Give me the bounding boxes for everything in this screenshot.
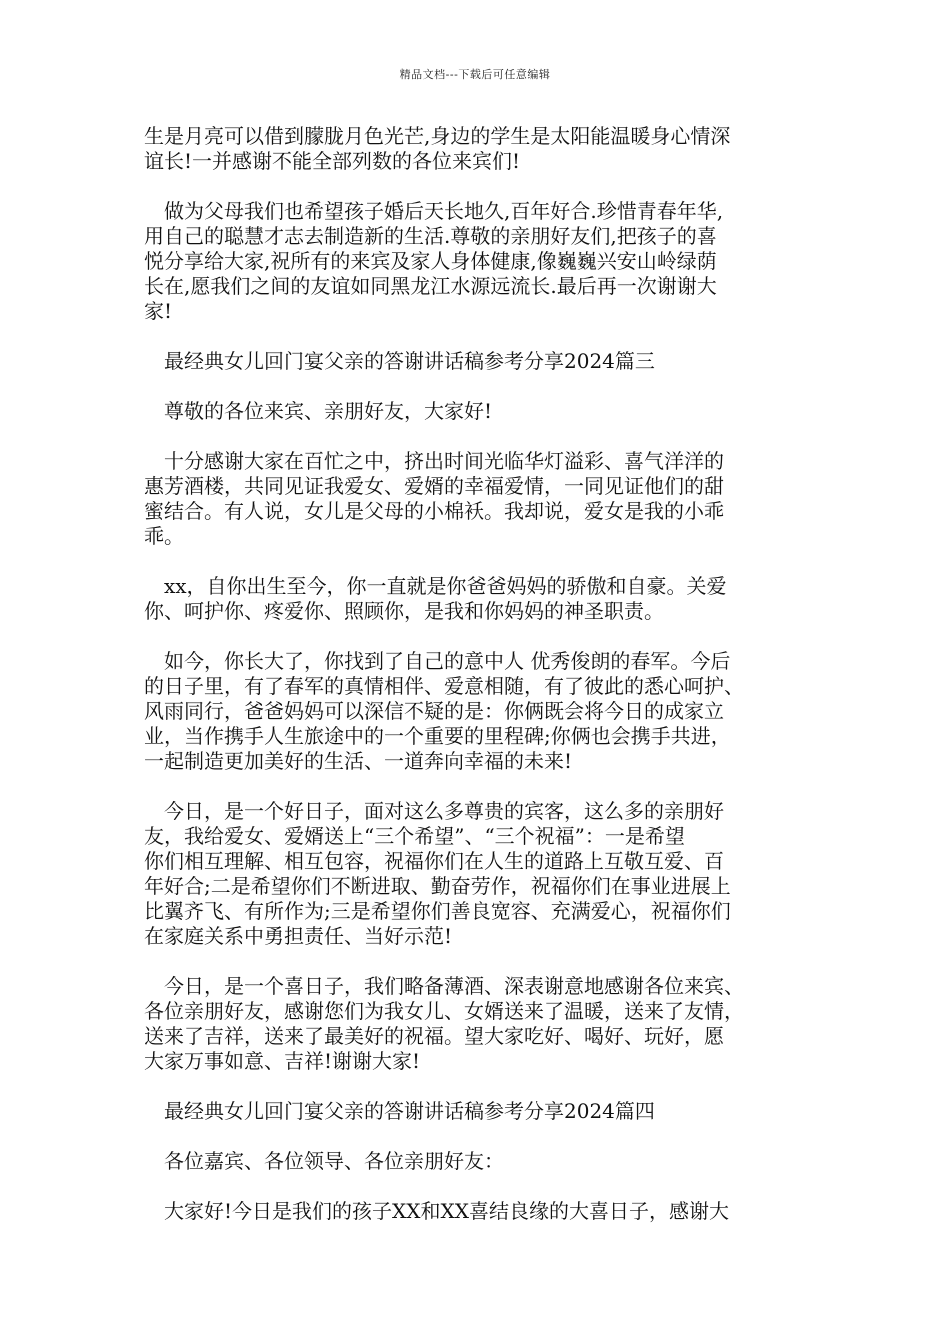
text-line: xx，自你出生至今，你一直就是你爸爸妈妈的骄傲和自豪。关爱 <box>144 574 727 598</box>
text-line: 风雨同行，爸爸妈妈可以深信不疑的是：你俩既会将今日的成家立 <box>144 699 724 723</box>
paragraph <box>144 124 808 174</box>
text-line: 谊长!一并感谢不能全部列数的各位来宾们! <box>144 149 521 173</box>
text-line: 年好合;二是希望你们不断进取、勤奋劳作，祝福你们在事业进展上 <box>144 874 731 898</box>
text-line: 十分感谢大家在百忙之中，挤出时间光临华灯溢彩、喜气洋洋的 <box>144 449 724 473</box>
text-line: 各位嘉宾、各位领导、各位亲朋好友： <box>144 1149 504 1173</box>
document-body <box>144 124 808 1249</box>
text-line: 一起制造更加美好的生活、一道奔向幸福的未来! <box>144 749 573 773</box>
paragraph <box>144 574 808 624</box>
text-line: 乖。 <box>144 524 184 548</box>
text-line: 你、呵护你、疼爱你、照顾你，是我和你妈妈的神圣职责。 <box>144 599 664 623</box>
text-line: 用自己的聪慧才志去制造新的生活.尊敬的亲朋好友们,把孩子的喜 <box>144 224 717 248</box>
text-line: 比翼齐飞、有所作为;三是希望你们善良宽容、充满爱心，祝福你们 <box>144 899 731 923</box>
text-line: 友，我给爱女、爱婿送上“三个希望”、“三个祝福”：一是希望 <box>144 824 685 848</box>
text-line: 的日子里，有了春军的真情相伴、爱意相随，有了彼此的悉心呵护、 <box>144 674 744 698</box>
text-line: 惠芳酒楼，共同见证我爱女、爱婿的幸福爱情，一同见证他们的甜 <box>144 474 724 498</box>
text-line: 各位亲朋好友，感谢您们为我女儿、女婿送来了温暖，送来了友情， <box>144 999 744 1023</box>
text-line: 生是月亮可以借到朦胧月色光芒,身边的学生是太阳能温暖身心情深 <box>144 124 731 148</box>
text-line: 在家庭关系中勇担责任、当好示范! <box>144 924 453 948</box>
paragraph <box>144 199 808 324</box>
paragraph <box>144 1199 808 1224</box>
text-line: 最经典女儿回门宴父亲的答谢讲话稿参考分享2024篇三 <box>144 349 655 373</box>
text-line: 大家万事如意、吉祥!谢谢大家! <box>144 1049 421 1073</box>
text-line: 尊敬的各位来宾、亲朋好友，大家好! <box>144 399 493 423</box>
text-line: 如今，你长大了，你找到了自己的意中人 优秀俊朗的春军。今后 <box>144 649 731 673</box>
section-heading <box>144 1099 808 1124</box>
text-line: 做为父母我们也希望孩子婚后天长地久,百年好合.珍惜青春年华, <box>144 199 724 223</box>
text-line: 你们相互理解、相互包容，祝福你们在人生的道路上互敬互爱、百 <box>144 849 724 873</box>
text-line: 今日，是一个喜日子，我们略备薄酒、深表谢意地感谢各位来宾、 <box>144 974 744 998</box>
text-line: 蜜结合。有人说，女儿是父母的小棉袄。我却说，爱女是我的小乖 <box>144 499 724 523</box>
salutation <box>144 399 808 424</box>
text-line: 最经典女儿回门宴父亲的答谢讲话稿参考分享2024篇四 <box>144 1099 655 1123</box>
section-heading <box>144 349 808 374</box>
text-line: 送来了吉祥，送来了最美好的祝福。望大家吃好、喝好、玩好，愿 <box>144 1024 724 1048</box>
text-line: 悦分享给大家,祝所有的来宾及家人身体健康,像巍巍兴安山岭绿荫 <box>144 249 717 273</box>
text-line: 长在,愿我们之间的友谊如同黑龙江水源远流长.最后再一次谢谢大 <box>144 274 717 298</box>
paragraph <box>144 449 808 549</box>
text-line: 业，当作携手人生旅途中的一个重要的里程碑;你俩也会携手共进， <box>144 724 731 748</box>
paragraph <box>144 974 808 1074</box>
salutation <box>144 1149 808 1174</box>
paragraph <box>144 799 808 949</box>
paragraph <box>144 649 808 774</box>
page-header: 精品文档---下载后可任意编辑 <box>399 68 551 81</box>
text-line: 家! <box>144 299 173 323</box>
text-line: 今日，是一个好日子，面对这么多尊贵的宾客，这么多的亲朋好 <box>144 799 724 823</box>
text-line: 大家好!今日是我们的孩子XX和XX喜结良缘的大喜日子，感谢大 <box>144 1199 729 1223</box>
